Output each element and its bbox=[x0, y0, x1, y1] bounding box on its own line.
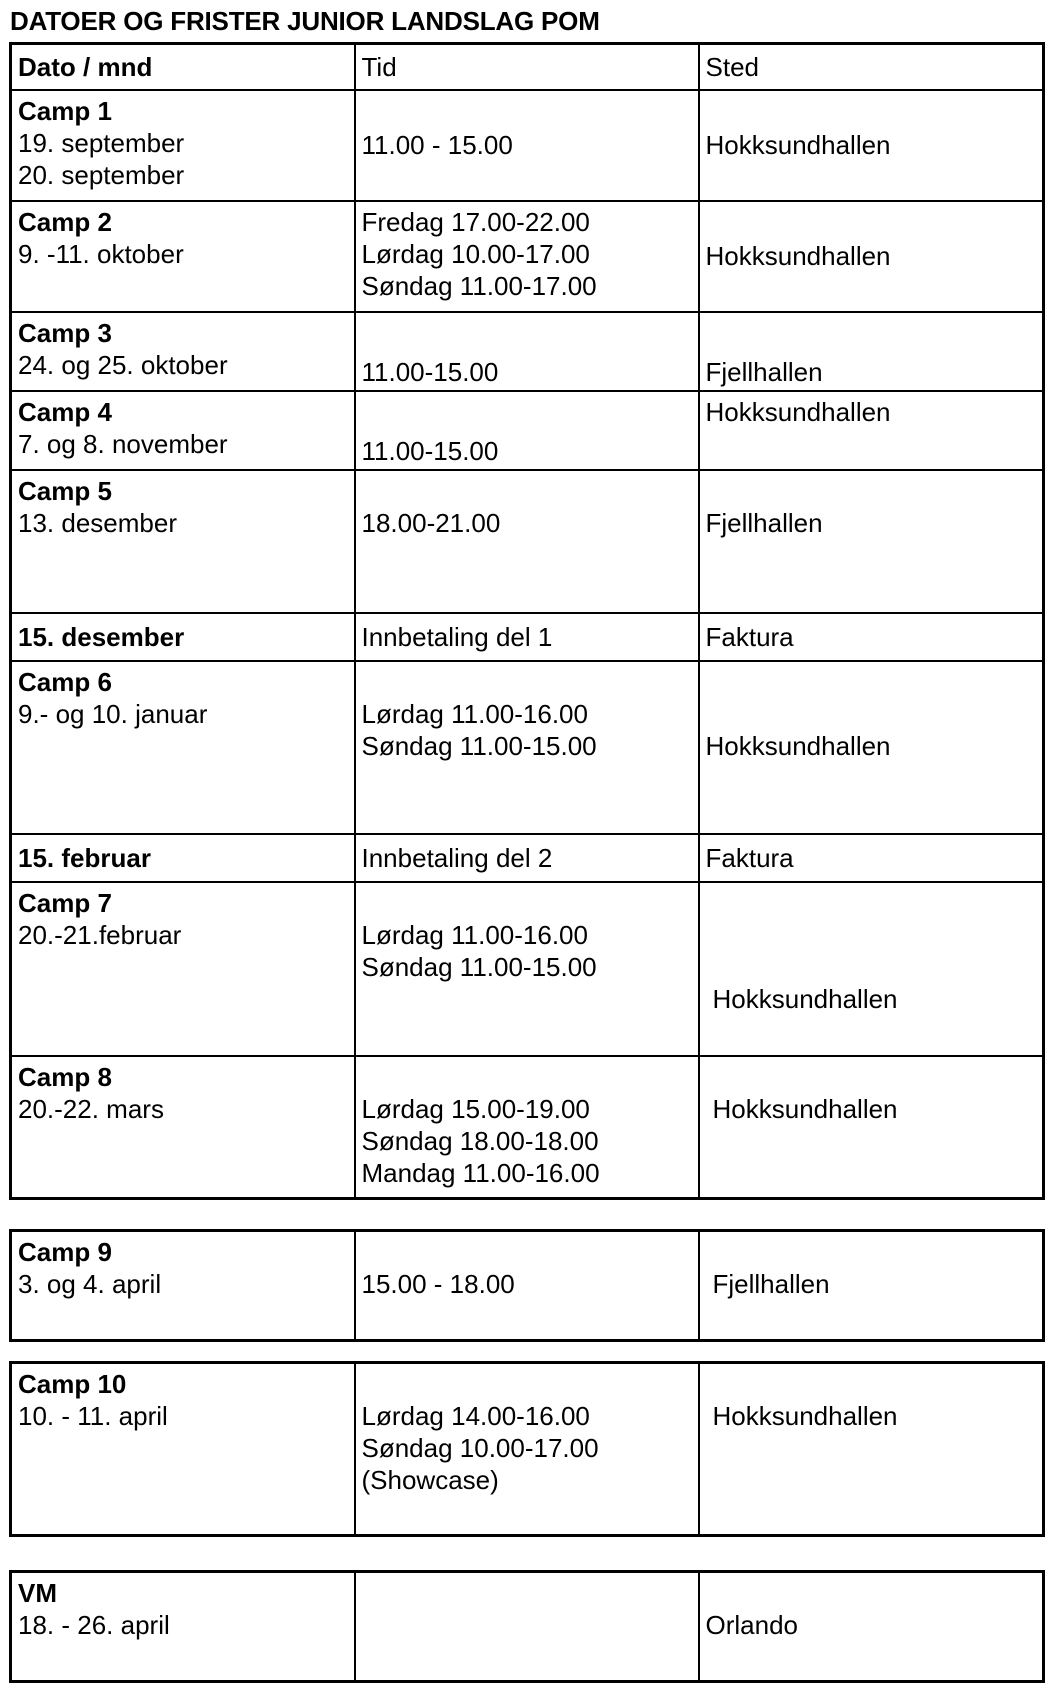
place-text: Hokksundhallen bbox=[705, 730, 891, 761]
table-row bbox=[11, 90, 1044, 201]
time-cell bbox=[355, 613, 699, 661]
place-text: Orlando bbox=[705, 1610, 798, 1640]
deadline-title: 15. desember bbox=[18, 621, 185, 652]
table-row bbox=[11, 613, 1044, 661]
time-text: Lørdag 11.00-16.00 bbox=[361, 919, 588, 950]
place-cell bbox=[699, 391, 1044, 470]
date-cell bbox=[11, 613, 355, 661]
date-cell bbox=[11, 391, 355, 470]
time-text: (Showcase) bbox=[361, 1465, 499, 1495]
time-text: Søndag 18.00-18.00 bbox=[361, 1125, 599, 1156]
time-cell bbox=[355, 882, 699, 1056]
date-text: 10. - 11. april bbox=[18, 1401, 168, 1431]
table-row bbox=[11, 834, 1044, 882]
header-date: Dato / mnd bbox=[11, 44, 355, 90]
date-text: 3. og 4. april bbox=[18, 1269, 162, 1299]
date-text: 7. og 8. november bbox=[18, 428, 228, 459]
table-row bbox=[11, 882, 1044, 1056]
date-cell bbox=[11, 90, 355, 201]
date-text: 20. september bbox=[18, 159, 185, 190]
time-text: Lørdag 11.00-16.00 bbox=[361, 698, 588, 729]
camp10-table bbox=[9, 1361, 1045, 1537]
time-text: 18.00-21.00 bbox=[361, 507, 501, 538]
table-row bbox=[11, 312, 1044, 391]
date-text: 9.- og 10. januar bbox=[18, 698, 208, 729]
time-text: Søndag 11.00-15.00 bbox=[361, 951, 597, 982]
date-cell bbox=[11, 834, 355, 882]
date-cell bbox=[11, 1056, 355, 1199]
time-cell bbox=[355, 201, 699, 312]
place-cell bbox=[699, 834, 1044, 882]
place-text: Fjellhallen bbox=[705, 356, 823, 387]
deadline-title: 15. februar bbox=[18, 842, 151, 873]
time-text: Mandag 11.00-16.00 bbox=[361, 1157, 600, 1188]
time-text: 11.00 - 15.00 bbox=[361, 130, 513, 160]
place-cell bbox=[699, 470, 1044, 613]
date-cell bbox=[11, 661, 355, 834]
place-cell bbox=[699, 1572, 1044, 1682]
date-cell bbox=[11, 1231, 355, 1341]
time-text: Søndag 11.00-15.00 bbox=[361, 730, 597, 761]
time-cell bbox=[355, 1363, 699, 1536]
date-cell bbox=[11, 1363, 355, 1536]
place-text: Hokksundhallen bbox=[712, 1401, 898, 1431]
time-cell bbox=[355, 834, 699, 882]
date-cell bbox=[11, 470, 355, 613]
time-cell bbox=[355, 90, 699, 201]
date-text: 19. september bbox=[18, 127, 185, 158]
time-text: Innbetaling del 1 bbox=[361, 621, 553, 652]
date-text: 18. - 26. april bbox=[18, 1610, 170, 1640]
place-cell bbox=[699, 201, 1044, 312]
time-cell bbox=[355, 661, 699, 834]
schedule-table bbox=[9, 42, 1045, 1200]
time-cell bbox=[355, 391, 699, 470]
place-cell bbox=[699, 1363, 1044, 1536]
place-cell bbox=[699, 1231, 1044, 1341]
camp-title: Camp 7 bbox=[18, 887, 112, 918]
time-text: Søndag 11.00-17.00 bbox=[361, 270, 597, 301]
place-text: Hokksundhallen bbox=[705, 241, 891, 271]
place-cell bbox=[699, 661, 1044, 834]
date-cell bbox=[11, 201, 355, 312]
date-cell bbox=[11, 312, 355, 391]
place-text: Hokksundhallen bbox=[705, 130, 891, 160]
table-row bbox=[11, 391, 1044, 470]
camp-title: Camp 10 bbox=[18, 1369, 127, 1399]
date-cell bbox=[11, 1572, 355, 1682]
date-text: 24. og 25. oktober bbox=[18, 349, 228, 380]
place-cell bbox=[699, 312, 1044, 391]
time-cell bbox=[355, 1231, 699, 1341]
time-text: 11.00-15.00 bbox=[361, 435, 499, 466]
camp-title: Camp 2 bbox=[18, 206, 112, 237]
table-row bbox=[11, 1572, 1044, 1682]
vm-table bbox=[9, 1570, 1045, 1683]
header-time: Tid bbox=[355, 44, 699, 90]
camp-title: Camp 9 bbox=[18, 1237, 112, 1267]
time-text: Innbetaling del 2 bbox=[361, 842, 553, 873]
place-text: Fjellhallen bbox=[712, 1269, 830, 1299]
time-cell bbox=[355, 312, 699, 391]
time-text: Lørdag 15.00-19.00 bbox=[361, 1093, 590, 1124]
place-text: Hokksundhallen bbox=[712, 1093, 898, 1124]
time-text: 11.00-15.00 bbox=[361, 356, 499, 387]
table-row bbox=[11, 1231, 1044, 1341]
place-cell bbox=[699, 1056, 1044, 1199]
camp-title: Camp 5 bbox=[18, 475, 112, 506]
time-cell bbox=[355, 470, 699, 613]
place-cell bbox=[699, 613, 1044, 661]
place-text: Hokksundhallen bbox=[712, 983, 898, 1014]
date-text: 20.-22. mars bbox=[18, 1093, 164, 1124]
date-text: 20.-21.februar bbox=[18, 919, 182, 950]
table-row bbox=[11, 201, 1044, 312]
table-row bbox=[11, 470, 1044, 613]
place-text: Faktura bbox=[705, 842, 794, 873]
table-row bbox=[11, 1056, 1044, 1199]
time-text: Lørdag 10.00-17.00 bbox=[361, 238, 590, 269]
time-cell bbox=[355, 1056, 699, 1199]
place-text: Fjellhallen bbox=[705, 507, 823, 538]
header-place: Sted bbox=[699, 44, 1044, 90]
table-header-row bbox=[11, 44, 1044, 90]
table-row bbox=[11, 1363, 1044, 1536]
date-text: 9. -11. oktober bbox=[18, 238, 184, 269]
camp-title: Camp 3 bbox=[18, 317, 112, 348]
table-row bbox=[11, 661, 1044, 834]
time-text: 15.00 - 18.00 bbox=[361, 1269, 515, 1299]
event-title: VM bbox=[18, 1578, 57, 1608]
time-cell bbox=[355, 1572, 699, 1682]
camp-title: Camp 8 bbox=[18, 1061, 112, 1092]
time-text: Fredag 17.00-22.00 bbox=[361, 206, 590, 237]
camp-title: Camp 1 bbox=[18, 95, 112, 126]
date-text: 13. desember bbox=[18, 507, 177, 538]
place-text: Hokksundhallen bbox=[705, 396, 891, 427]
time-text: Søndag 10.00-17.00 bbox=[361, 1433, 599, 1463]
place-text: Faktura bbox=[705, 621, 794, 652]
place-cell bbox=[699, 882, 1044, 1056]
place-cell bbox=[699, 90, 1044, 201]
date-cell bbox=[11, 882, 355, 1056]
camp-title: Camp 4 bbox=[18, 396, 112, 427]
time-text: Lørdag 14.00-16.00 bbox=[361, 1401, 590, 1431]
camp-title: Camp 6 bbox=[18, 666, 112, 697]
camp9-table bbox=[9, 1229, 1045, 1342]
page-title: DATOER OG FRISTER JUNIOR LANDSLAG POM bbox=[10, 6, 600, 36]
